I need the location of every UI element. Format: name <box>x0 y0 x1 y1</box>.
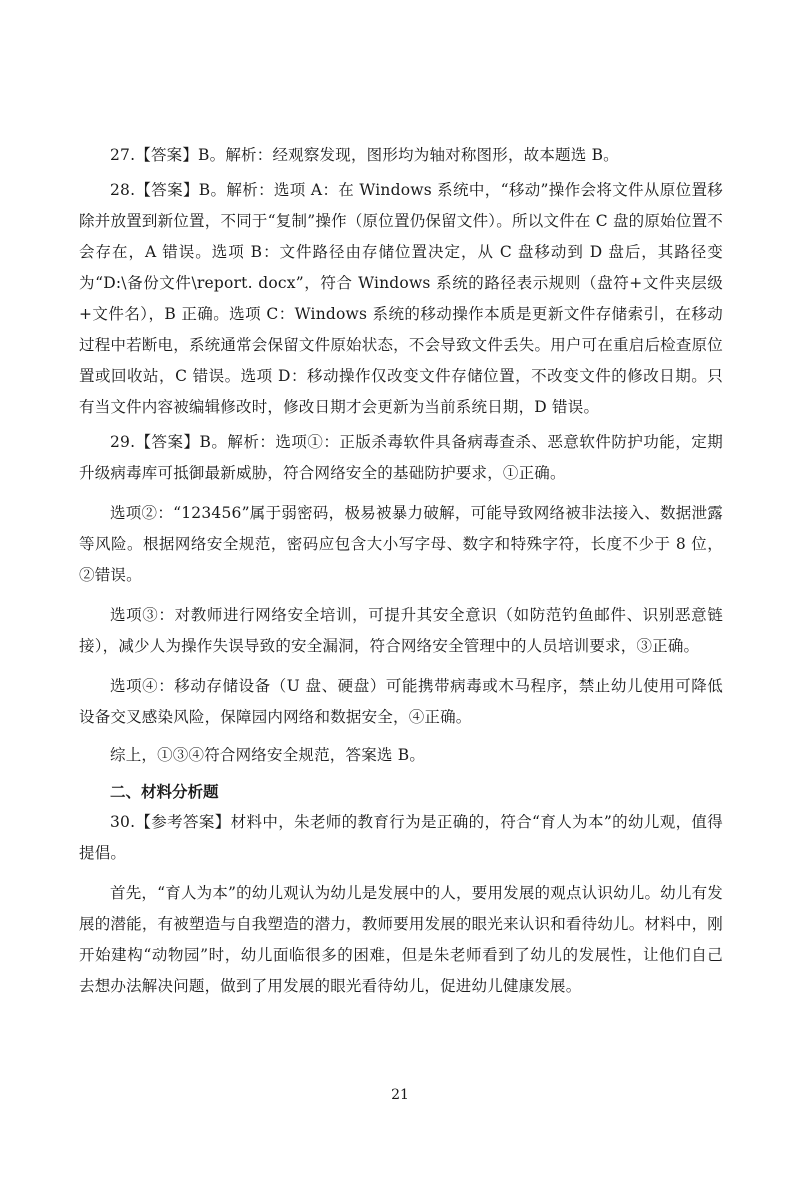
answer-27: 27.【答案】B。解析：经观察发现，图形均为轴对称图形，故本题选 B。 <box>110 146 619 164</box>
answer-30-first-point: 首先，“育人为本”的幼儿观认为幼儿是发展中的人，要用发展的观点认识幼儿。幼儿有发展的潜能，有被塑造与自我塑造的潜力，教师要用发展的眼光来认识和看待幼儿。材料中，刚开始建构“动物园”时，幼儿面临很多的困难，但是朱老师看到了幼儿的发展性，让他们自己去想办法解决问题，做到了用发展的眼光看待幼儿，促进幼儿健康发展。 <box>79 884 723 995</box>
answer-29-option-4: 选项④：移动存储设备（U 盘、硬盘）可能携带病毒或木马程序，禁止幼儿使用可降低设备交叉感染风险，保障园内网络和数据安全，④正确。 <box>79 677 723 726</box>
answer-28: 28.【答案】B。解析：选项 A：在 Windows 系统中，“移动”操作会将文件从原位置移除并放置到新位置，不同于“复制”操作（原位置仍保留文件）。所以文件在 C 盘的原始位置不会存在，A 错误。选项 B：文件路径由存储位置决定，从 C 盘移动到 D 盘后，其路径变为“D:\备份文件\report. docx”，符合 Windows 系统的路径表示规则（盘符+文件夹层级+文件名），B 正确。选项 C：Windows 系统的移动操作本质是更新文件存储索引，在移动过程中若断电，系统通常会保留文件原始状态，不会导致文件丢失。用户可在重启后检查原位置或回收站，C 错误。选项 D：移动操作仅改变文件存储位置，不改变文件的修改日期。只有当文件内容被编辑修改时，修改日期才会更新为当前系统日期，D 错误。 <box>79 181 723 416</box>
answer-29: 29.【答案】B。解析：选项①：正版杀毒软件具备病毒查杀、恶意软件防护功能，定期升级病毒库可抵御最新威胁，符合网络安全的基础防护要求，①正确。 <box>79 433 723 482</box>
page-body <box>79 140 723 1002</box>
page-number: 21 <box>391 1087 409 1103</box>
answer-29-option-2: 选项②：“123456”属于弱密码，极易被暴力破解，可能导致网络被非法接入、数据泄露等风险。根据网络安全规范，密码应包含大小写字母、数字和特殊字符，长度不少于 8 位，②错误。 <box>79 504 723 584</box>
answer-29-summary: 综上，①③④符合网络安全规范，答案选 B。 <box>110 746 426 764</box>
section-heading: 二、材料分析题 <box>110 782 219 801</box>
answer-30: 30.【参考答案】材料中，朱老师的教育行为是正确的，符合“育人为本”的幼儿观，值得提倡。 <box>79 813 723 862</box>
answer-29-option-3: 选项③：对教师进行网络安全培训，可提升其安全意识（如防范钓鱼邮件、识别恶意链接），减少人为操作失误导致的安全漏洞，符合网络安全管理中的人员培训要求，③正确。 <box>79 606 723 655</box>
